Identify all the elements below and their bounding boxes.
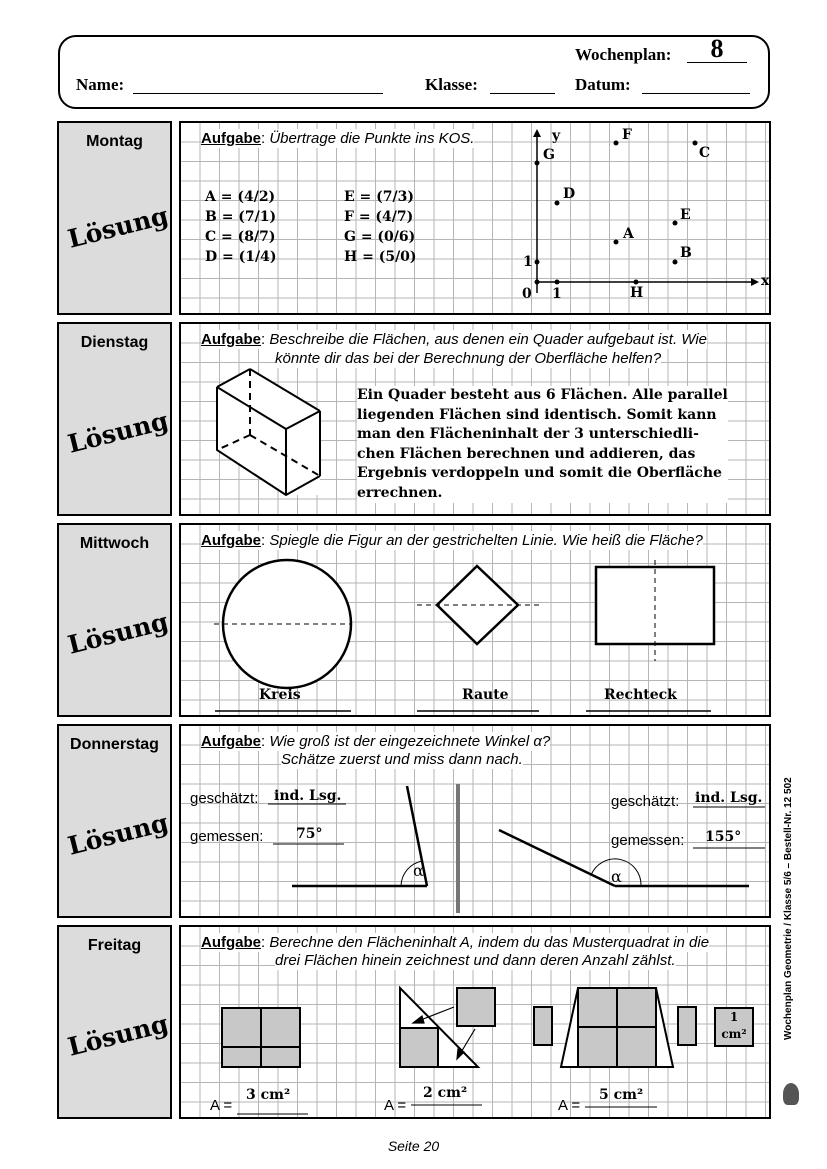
wochenplan-number-field[interactable] xyxy=(687,34,747,63)
day-box-freitag xyxy=(57,925,172,1119)
shape-answer-kreis: Kreis xyxy=(259,687,301,703)
task-panel-dienstag xyxy=(179,322,771,516)
task-text: Aufgabe: Beschreibe die Flächen, aus denen ein Quader aufgebaut ist. Wie xyxy=(201,331,707,348)
day-box-dienstag xyxy=(57,322,172,516)
task-panel-montag xyxy=(179,121,771,315)
loesung-stamp: Lösung xyxy=(64,1008,172,1062)
gemessen-label-right: gemessen: xyxy=(611,832,685,849)
page-number: Seite 20 xyxy=(387,1138,440,1154)
geschaetzt-label-right: geschätzt: xyxy=(611,793,680,810)
point-a-label: A xyxy=(623,226,634,242)
geschaetzt-value-right: ind. Lsg. xyxy=(695,790,763,806)
datum-label: Datum: xyxy=(575,75,631,94)
task-panel-freitag xyxy=(179,925,771,1119)
a-label-2: A = xyxy=(384,1097,407,1114)
angle-figures xyxy=(181,726,769,916)
task-text: Aufgabe: Berechne den Flächeninhalt A, indem du das Musterquadrat in die xyxy=(201,934,710,951)
point-f-label: F xyxy=(622,127,632,143)
points-list-2: E = (7/3) F = (4/7) G = (0/6) H = (5/0) xyxy=(344,189,417,265)
day-name: Mittwoch xyxy=(79,535,150,552)
wochenplan-label: Wochenplan: xyxy=(575,45,672,64)
name-label: Name: xyxy=(76,75,125,94)
day-name: Montag xyxy=(86,133,143,150)
task-text-line2: könnte dir das bei der Berechnung der Oberfläche helfen? xyxy=(275,350,662,367)
name-field[interactable] xyxy=(133,75,383,94)
axis-x-label: x xyxy=(761,273,770,289)
publisher-logo xyxy=(783,1083,799,1105)
shape-answer-raute: Raute xyxy=(462,687,509,703)
geschaetzt-label-left: geschätzt: xyxy=(190,790,259,807)
day-name: Donnerstag xyxy=(70,736,159,753)
point-c-label: C xyxy=(699,145,711,161)
tick-x-label: 1 xyxy=(552,286,562,302)
klasse-label: Klasse: xyxy=(425,75,478,94)
point-b-label: B xyxy=(680,245,692,261)
origin-label: 0 xyxy=(522,286,532,302)
task-text-line2: drei Flächen hinein zeichnest und dann deren Anzahl zählst. xyxy=(275,952,676,969)
alpha-left: α xyxy=(413,861,424,880)
task-panel-mittwoch xyxy=(179,523,771,717)
a-label-1: A = xyxy=(210,1097,233,1114)
a-label-3: A = xyxy=(558,1097,581,1114)
task-text-line2: Schätze zuerst und miss dann nach. xyxy=(281,751,523,768)
side-publisher-text: Wochenplan Geometrie / Klasse 5/6 – Bestell-Nr. 12 502 xyxy=(783,777,794,1040)
loesung-stamp: Lösung xyxy=(64,606,172,660)
area-answer-1: 3 cm² xyxy=(246,1087,291,1103)
day-name: Dienstag xyxy=(80,334,149,351)
task-text: Aufgabe: Übertrage die Punkte ins KOS. xyxy=(201,130,475,147)
geschaetzt-value-left: ind. Lsg. xyxy=(274,788,342,804)
gemessen-value-left: 75° xyxy=(296,826,323,842)
area-answer-3: 5 cm² xyxy=(599,1087,644,1103)
point-g-label: G xyxy=(543,147,555,163)
points-list-1: A = (4/2) B = (7/1) C = (8/7) D = (1/4) xyxy=(205,189,277,265)
point-h-label: H xyxy=(630,285,644,301)
tick-y-label: 1 xyxy=(523,254,533,270)
klasse-field[interactable] xyxy=(490,75,555,94)
alpha-right: α xyxy=(611,867,622,886)
day-box-montag xyxy=(57,121,172,315)
day-box-donnerstag xyxy=(57,724,172,918)
answer-text: Ein Quader besteht aus 6 Flächen. Alle parallel liegenden Flächen sind identisch. Somit kann man den Flächeninhalt der 3 unterschiedli- chen Flächen berechnen und addieren, das Ergebnis verdoppeln und somit die Oberfläche errechnen. xyxy=(357,386,728,503)
loesung-stamp: Lösung xyxy=(64,807,172,861)
shape-answer-rechteck: Rechteck xyxy=(604,687,677,703)
day-box-mittwoch xyxy=(57,523,172,717)
area-answer-2: 2 cm² xyxy=(423,1085,468,1101)
point-e-label: E xyxy=(680,207,691,223)
gemessen-value-right: 155° xyxy=(705,829,742,845)
point-d-label: D xyxy=(563,186,576,202)
day-name: Freitag xyxy=(87,937,142,954)
sample-square-label: 1 cm² xyxy=(721,1010,747,1041)
task-text: Aufgabe: Spiegle die Figur an der gestrichelten Linie. Wie heiß die Fläche? xyxy=(201,532,703,549)
task-text: Aufgabe: Wie groß ist der eingezeichnete Winkel α? xyxy=(201,733,551,750)
datum-field[interactable] xyxy=(642,75,750,94)
loesung-stamp: Lösung xyxy=(64,200,172,254)
wochenplan-number: 8 xyxy=(710,34,724,63)
task-panel-donnerstag xyxy=(179,724,771,918)
gemessen-label-left: gemessen: xyxy=(190,828,264,845)
axis-y-label: y xyxy=(552,128,561,144)
loesung-stamp: Lösung xyxy=(64,405,172,459)
